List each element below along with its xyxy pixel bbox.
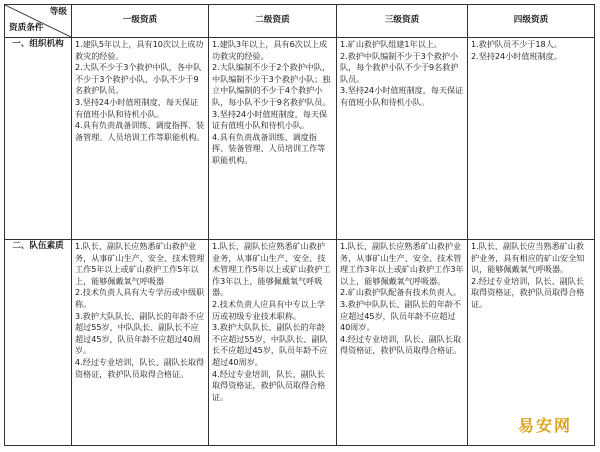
requirement-item: 1.队长、副队长应熟悉矿山救护业务，从事矿山生产、安全、技术管理工作5年以上或矿山救护工作3年以上，能够佩戴氧气呼吸器。 [212,241,331,298]
table-cell [337,38,468,240]
table-row [5,38,595,240]
requirement-item: 2.技术负责人具有大专学历或中级职称。 [75,287,205,309]
level-2-header: 二级资质 [209,5,337,38]
corner-header [5,5,72,38]
requirement-item: 3.坚持24小时值班制度，每天保证有值班小队和待机小队。 [340,85,464,107]
requirement-item: 2.大队不少于3个救护中队，各中队不少于3个救护小队，小队不少于9名救护队员。 [75,62,202,96]
level-1-header: 一级资质 [72,5,209,38]
requirement-item: 1.队长、副队长应当熟悉矿山救护业务，具有相应的矿山安全知识，能够佩戴氧气呼吸器。 [471,241,585,275]
qualification-table [4,4,595,446]
row-label-organization: 一、组织机构 [5,38,72,240]
requirement-item: 3.救护大队队长、副队长的年龄不应超过55岁，中队队长、副队长不应超过45岁，队员年龄不应超过40周岁。 [212,322,328,367]
requirement-item: 4.经过专业培训，队长、副队长取得资格证，救护队员取得合格证。 [340,333,462,356]
level-3-header: 三级资质 [337,5,468,38]
requirement-item: 1.建队3年以上，具有6次以上成功救灾的经验。 [212,39,328,61]
corner-condition-label: 资质条件 [9,23,44,34]
table-cell [468,38,595,240]
corner-level-label: 等级 [49,7,67,17]
table-cell [337,240,468,446]
requirement-item: 2.救护中队编制不少于3个救护小队，每个救护小队不少于9名救护队员。 [340,50,459,84]
requirement-item: 3.坚持24小时值班制度，每天保证有值班小队和待机小队。 [212,108,328,131]
table-cell [209,240,337,446]
table-cell [72,38,209,240]
requirement-item: 1.队长、副队长应熟悉矿山救护业务，从事矿山生产、安全、技术管理工作5年以上或矿山救护工作5年以上，能够佩戴氧气呼吸器 [75,241,205,286]
requirement-item: 1.队长、副队长应熟悉矿山救护业务，从事矿山生产、安全、技术管理工作3年以上或矿山救护工作3年以上，能够佩戴氧气呼吸器。 [340,241,464,286]
table-cell [72,240,209,446]
requirement-item: 3.坚持24小时值班制度，每天保证有值班小队和待机小队。 [75,96,199,119]
requirement-item: 4.具有负责战备训练、调度指挥、装备管理、人员培训工作等职能机构。 [75,120,205,142]
site-watermark: 易安网 [517,416,572,435]
requirement-item: 3.救护中队队长、副队长的年龄不应超过45岁，队员年龄不应超过40周岁。 [340,298,462,333]
requirement-item: 2.经过专业培训，队长、副队长取得资格证，救护队员取得合格证。 [471,275,585,309]
row-label-team-quality: 二、队伍素质 [5,240,72,446]
requirement-item: 1.建队5年以上，具有10次以上成功救灾的经验。 [75,39,204,61]
requirement-item: 1.矿山救护队组建1年以上。 [340,39,442,49]
requirement-item: 4.具有负责战备训练、调度指挥、装备管理、人员培训工作等职能机构。 [212,131,326,165]
requirement-item: 2.矿山救护队配备有技术负责人。 [340,287,462,298]
requirement-item: 1.救护队员不少于18人。 [471,39,562,49]
header-row [5,5,595,38]
table-cell [209,38,337,240]
requirement-item: 3.救护大队队长、副队长的年龄不应超过55岁，中队队长、副队长不应超过45岁，队员年龄不应超过40周岁。 [75,310,205,356]
requirement-item: 2.技术负责人应具有中专以上学历或初级专业技术职称。 [212,298,325,321]
requirement-item: 2.坚持24小时值班制度。 [471,50,562,61]
table-row [5,240,595,446]
requirement-item: 4.经过专业培训，队长、副队长取得资格证，救护队员取得合格证。 [212,368,326,402]
level-4-header: 四级资质 [468,5,595,38]
requirement-item: 4.经过专业培训，队长、副队长取得资格证，救护队员取得合格证。 [75,356,205,379]
requirement-item: 2.大队编制不少于2个救护中队，中队编制不少于3个救护小队；独立中队编制的不少于4个救护小队，每小队不少于9名救护队员。 [212,62,331,107]
